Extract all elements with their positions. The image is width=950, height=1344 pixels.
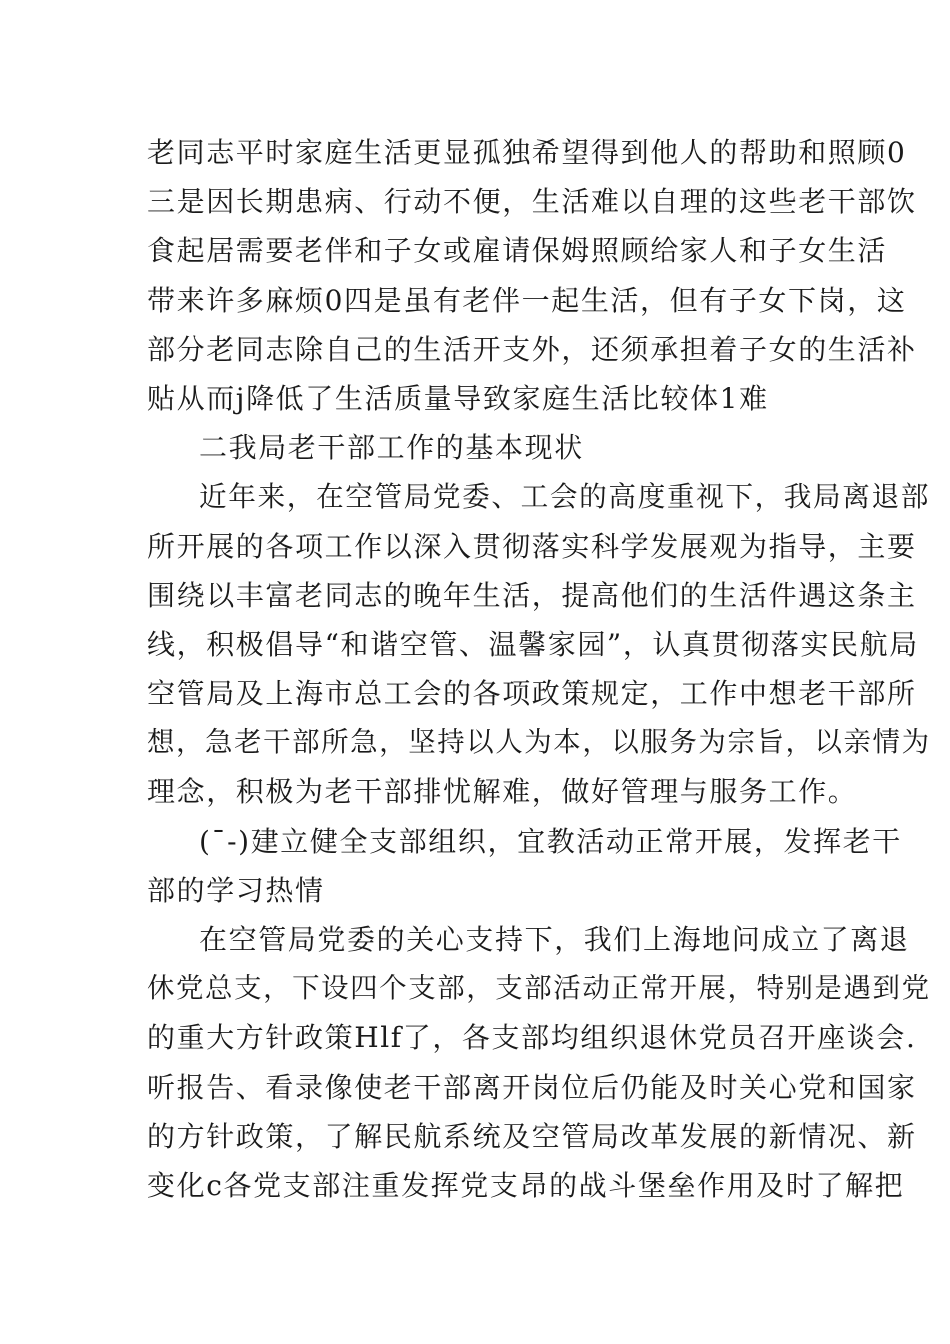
text-line: 在空管局党委的关心支持下，我们上海地问成立了离退 — [199, 923, 910, 956]
text-line: 的方针政策，了解民航系统及空管局改革发展的新情况、新 — [147, 1119, 917, 1153]
text-line: 想，急老干部所急，坚持以人为本，以服务为宗旨，以亲情为 — [147, 727, 931, 759]
text-line: 空管局及上海市总工会的各项政策规定，工作中想老干部所 — [147, 677, 917, 711]
text-line: 休党总支，下设四个支部，支部活动正常开展，特别是遇到党 — [147, 973, 931, 1005]
text-line: 理念，积极为老干部排忧解难，做好管理与服务工作。 — [147, 775, 858, 809]
text-line: 围绕以丰富老同志的晚年生活，提高他们的生活件遇这条主 — [147, 578, 917, 612]
text-line: 三是因长期患病、行动不便，生活难以自理的这些老干部饮 — [147, 185, 917, 219]
text-line: 贴从而j降低了生活质量导致家庭生活比较体1难 — [147, 381, 769, 415]
text-line: 部的学习热情 — [147, 873, 325, 907]
text-line: 近年来，在空管局党委、工会的高度重视下，我局离退部 — [199, 480, 931, 514]
text-line: 变化c各党支部注重发挥党支昂的战斗堡垒作用及时了解把 — [147, 1168, 905, 1202]
body-text — [147, 128, 931, 1210]
text-line: 二我局老干部工作的基本现状 — [199, 431, 584, 465]
text-line: 的重大方针政策Hlf了，各支部均组织退休党员召开座谈会. — [147, 1021, 917, 1055]
text-line: (¯-)建立健全支部组织，宜教活动正常开展，发挥老干 — [199, 824, 902, 858]
text-line: 线，积极倡导“和谐空管、温馨家园”，认真贯彻落实民航局 — [147, 627, 919, 661]
text-line: 食起居需要老伴和子女或雇请保姆照顾给家人和子女生活 — [147, 234, 888, 268]
text-line: 听报告、看录像使老干部离开岗位后仍能及时关心党和国家 — [147, 1070, 917, 1104]
text-line: 老同志平时家庭生活更显孤独希望得到他人的帮助和照顾0 — [147, 136, 907, 169]
text-line: 所开展的各项工作以深入贯彻落实科学发展观为指导，主要 — [147, 529, 917, 563]
text-line: 带来许多麻烦0四是虽有老伴一起生活，但有子女下岗，这 — [147, 283, 907, 317]
text-line: 部分老同志除自己的生活开支外，还须承担着子女的生活补 — [147, 332, 917, 366]
